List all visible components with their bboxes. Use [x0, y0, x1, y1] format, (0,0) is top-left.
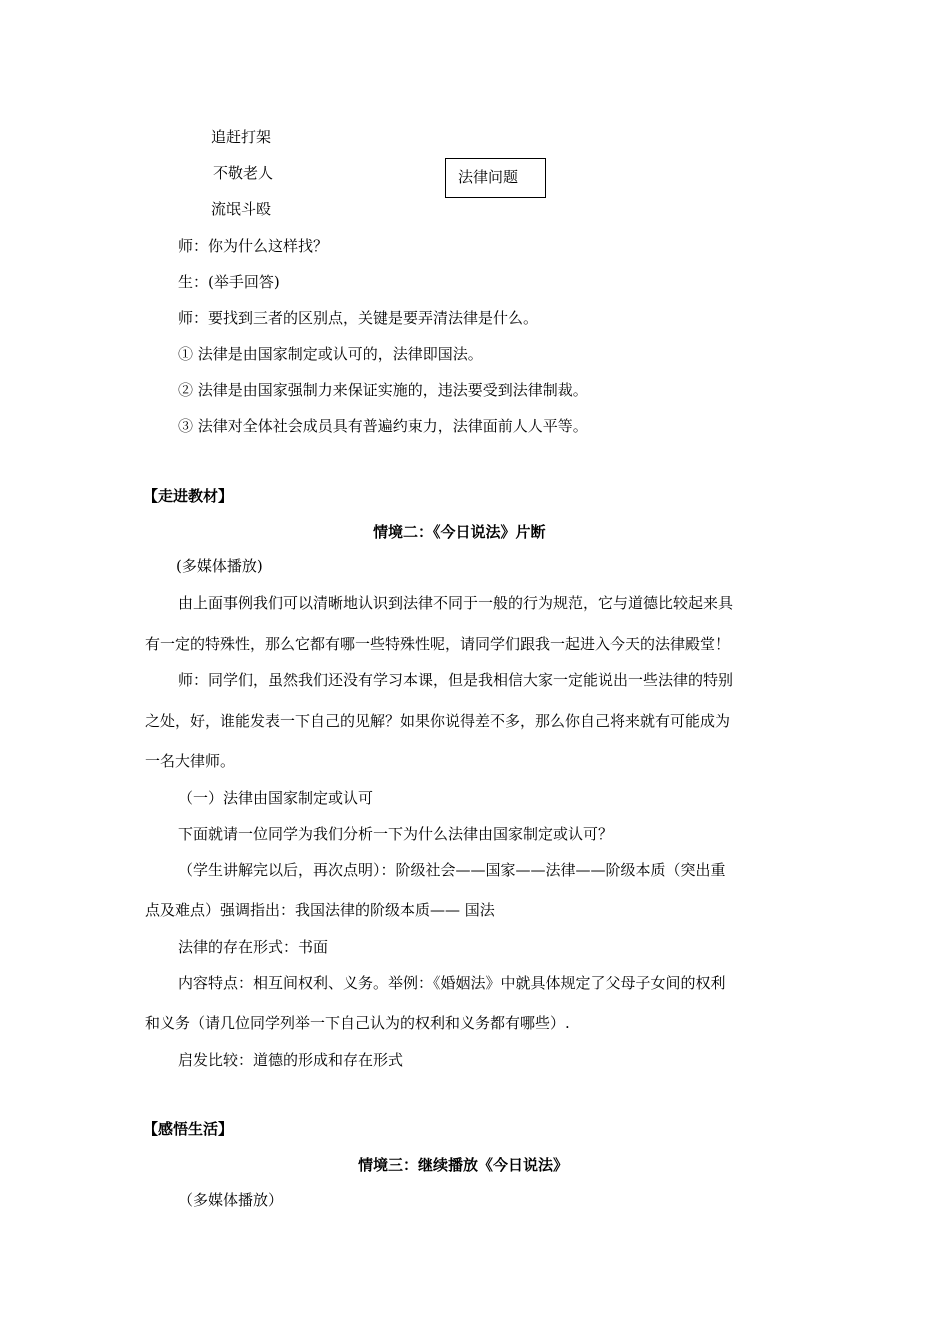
paragraph-line: 下面就请一位同学为我们分析一下为什么法律由国家制定或认可？	[178, 825, 614, 843]
point-item: ① 法律是由国家制定或认可的，法律即国法。	[178, 345, 483, 363]
paragraph-line: 法律的存在形式：书面	[178, 938, 329, 956]
paragraph-line: （学生讲解完以后，再次点明）：阶级社会——国家——法律——阶级本质（突出重	[178, 861, 726, 879]
point-item: ② 法律是由国家强制力来保证实施的，违法要受到法律制裁。	[178, 381, 588, 399]
section-heading: 【感悟生活】	[143, 1120, 234, 1138]
paragraph-line: 师：同学们，虽然我们还没有学习本课，但是我相信大家一定能说出一些法律的特别	[178, 671, 734, 689]
paragraph-line: 内容特点：相互间权利、义务。举例：《婚姻法》中就具体规定了父母子女间的权利	[178, 974, 726, 992]
point-item: ③ 法律对全体社会成员具有普遍约束力，法律面前人人平等。	[178, 417, 588, 435]
box-label: 法律问题	[458, 168, 519, 186]
scenario-subtitle: 情境二：《今日说法》片断	[373, 523, 546, 541]
paragraph-line: 之处，好，谁能发表一下自己的见解？如果你说得差不多，那么你自己将来就有可能成为	[145, 712, 731, 730]
paragraph-line: 启发比较：道德的形成和存在形式	[178, 1051, 404, 1069]
list-item: 追赶打架	[211, 128, 272, 146]
section-heading: 【走进教材】	[143, 487, 234, 505]
teacher-question: 师：你为什么这样找？	[178, 237, 329, 255]
paragraph-line: 有一定的特殊性，那么它都有哪一些特殊性呢，请同学们跟我一起进入今天的法律殿堂！	[145, 635, 731, 653]
paragraph-line: 和义务（请几位同学列举一下自己认为的权利和义务都有哪些）.	[145, 1014, 570, 1032]
paragraph-line: 点及难点）强调指出：我国法律的阶级本质—— 国法	[145, 901, 495, 919]
law-issue-box	[445, 158, 546, 198]
media-note: (多媒体播放)	[176, 557, 263, 575]
paragraph-line: 由上面事例我们可以清晰地认识到法律不同于一般的行为规范，它与道德比较起来具	[178, 594, 734, 612]
scenario-subtitle: 情境三：继续播放《今日说法》	[358, 1156, 569, 1174]
list-item: 不敬老人	[213, 164, 274, 182]
paragraph-line: 一名大律师。	[145, 752, 236, 770]
media-note: （多媒体播放）	[178, 1191, 284, 1209]
subsection-heading: （一）法律由国家制定或认可	[178, 789, 374, 807]
teacher-statement: 师：要找到三者的区别点，关键是要弄清法律是什么。	[178, 309, 539, 327]
student-answer: 生：(举手回答)	[178, 273, 280, 291]
list-item: 流氓斗殴	[211, 200, 272, 218]
